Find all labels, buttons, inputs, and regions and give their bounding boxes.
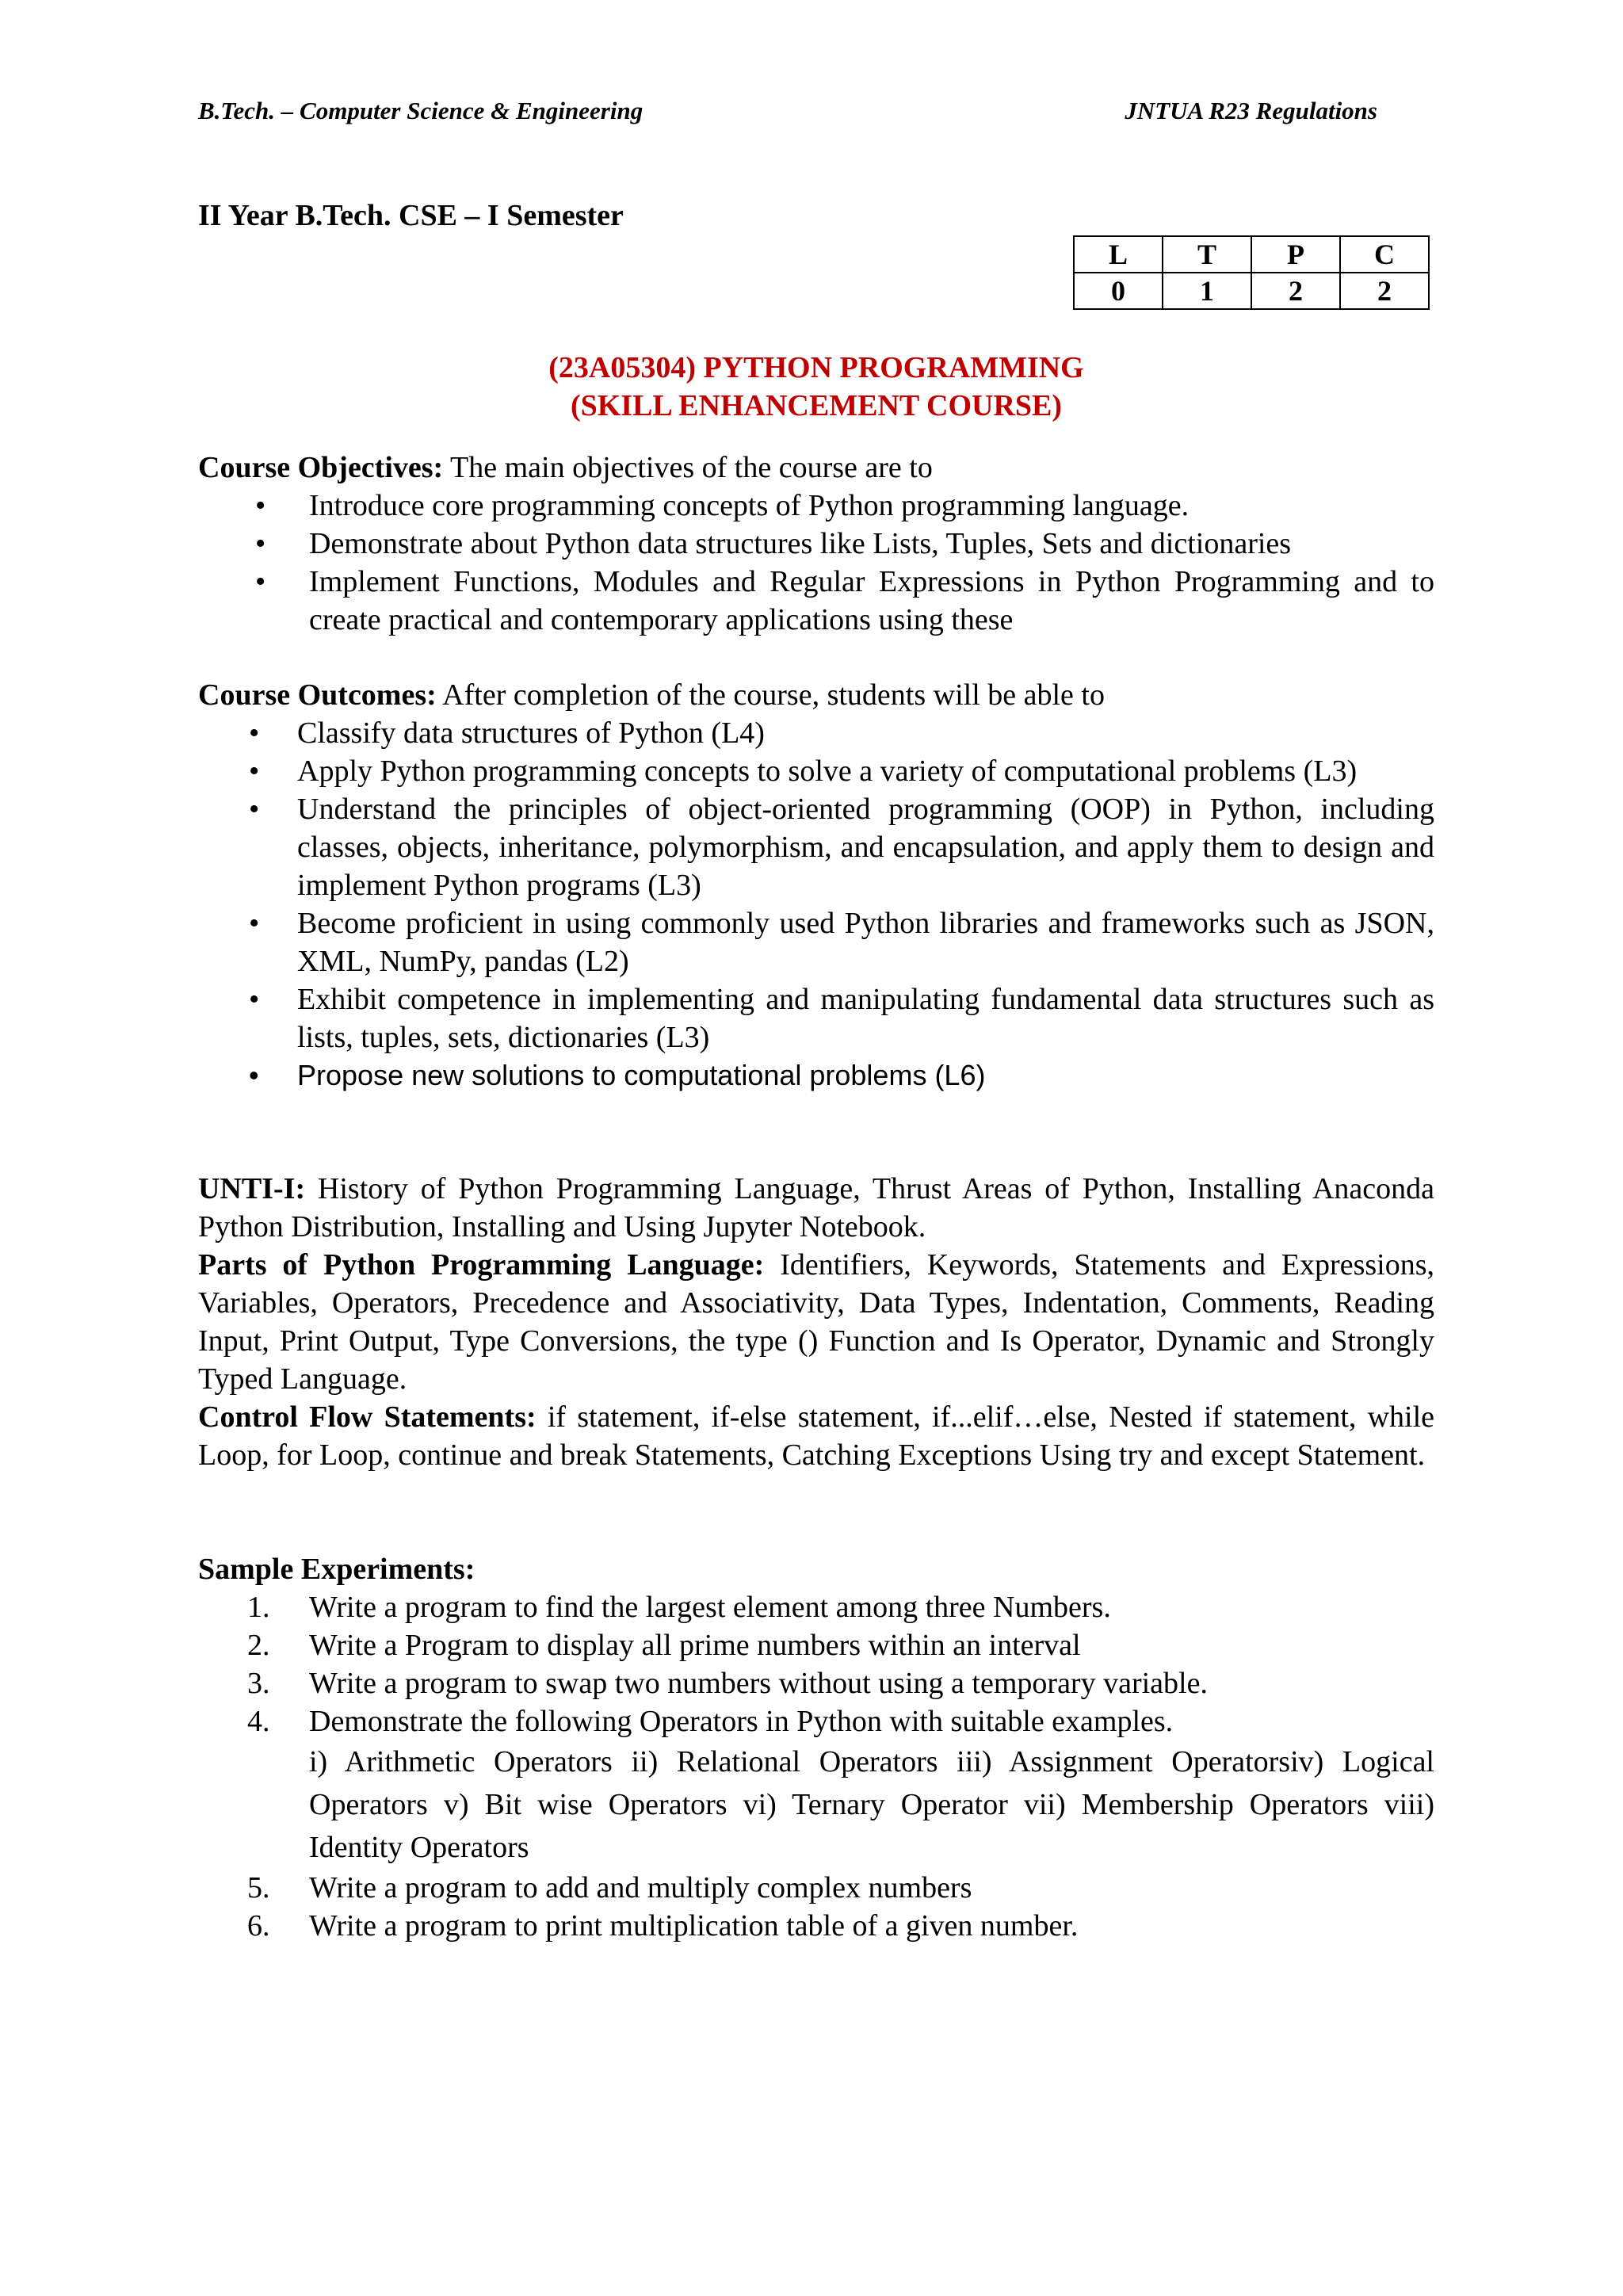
control-flow-label: Control Flow Statements: — [198, 1400, 537, 1434]
course-objectives — [198, 449, 1434, 639]
bullet-icon: • — [249, 1059, 259, 1091]
list-item — [198, 752, 1434, 790]
item-number: 4. — [247, 1705, 270, 1738]
bullet-icon: • — [255, 527, 266, 560]
bullet-icon: • — [249, 907, 260, 940]
unit-1-label: UNTI-I: — [198, 1172, 306, 1205]
parts-label: Parts of Python Programming Language: — [198, 1248, 765, 1282]
outcome-text: Exhibit competence in implementing and manipulating fundamental data structures such as lists, tuples, sets, dictionaries (L3) — [297, 983, 1434, 1054]
experiment-text: Demonstrate the following Operators in Python with suitable examples. — [309, 1705, 1174, 1738]
ltpc-table — [1073, 235, 1430, 310]
ltpc-header-p: P — [1251, 236, 1340, 273]
bullet-icon: • — [249, 716, 260, 750]
outcome-text: Classify data structures of Python (L4) — [297, 716, 765, 750]
objectives-list — [198, 487, 1434, 639]
experiments-label: Sample Experiments: — [198, 1553, 475, 1586]
year-semester-title: II Year B.Tech. CSE – I Semester — [198, 199, 624, 232]
unit-1-text: History of Python Programming Language, Thrust Areas of Python, Installing Anaconda Python Distribution, Installing and Using Jupyter Notebook. — [198, 1172, 1434, 1244]
unit-1-control-flow — [198, 1398, 1434, 1474]
list-item — [198, 1588, 1434, 1626]
ltpc-header-row — [1074, 236, 1429, 273]
objectives-heading — [198, 449, 1434, 487]
parts-text: Identifiers, Keywords, Statements and Expressions, Variables, Operators, Precedence and Associativity, Data Types, Indentation, Comments, Reading Input, Print Output, Type Conversions, the type () Function and Is Operator, Dynamic and Strongly Typed Language. — [198, 1248, 1435, 1396]
list-item — [198, 1626, 1434, 1664]
experiment-text: Write a program to print multiplication table of a given number. — [309, 1909, 1079, 1943]
operators-sublist: i) Arithmetic Operators ii) Relational Operators iii) Assignment Operatorsiv) Logical Operators v) Bit wise Operators vi) Ternary Operator vii) Membership Operators viii) Identity Operators — [309, 1745, 1434, 1864]
item-number: 5. — [247, 1871, 270, 1904]
outcome-text: Propose new solutions to computational problems (L6) — [297, 1059, 986, 1091]
experiment-text: Write a Program to display all prime numbers within an interval — [309, 1629, 1081, 1662]
bullet-icon: • — [249, 983, 260, 1016]
page-header — [198, 97, 1377, 125]
list-item — [198, 790, 1434, 904]
item-number: 1. — [247, 1591, 270, 1624]
bullet-icon: • — [249, 755, 260, 788]
list-item — [198, 1702, 1434, 1869]
list-item — [198, 1869, 1434, 1907]
course-title-line1: (23A05304) PYTHON PROGRAMMING — [548, 351, 1084, 384]
list-item — [198, 1907, 1434, 1945]
outcome-text: Understand the principles of object-oriented programming (OOP) in Python, including classes, objects, inheritance, polymorphism, and encapsulation, and apply them to design and implement Python programs (L3) — [297, 793, 1434, 902]
bullet-icon: • — [249, 793, 260, 826]
outcome-text: Apply Python programming concepts to solve a variety of computational problems (L3) — [297, 755, 1358, 788]
control-flow-text: if statement, if-else statement, if...elif…else, Nested if statement, while Loop, for Loop, continue and break Statements, Catching Exceptions Using try and except Statement. — [198, 1400, 1434, 1472]
header-program: B.Tech. – Computer Science & Engineering — [198, 97, 643, 124]
unit-1 — [198, 1170, 1434, 1474]
bullet-icon: • — [255, 489, 266, 522]
list-item — [198, 1664, 1434, 1702]
sample-experiments — [198, 1550, 1434, 1945]
header-regulations: JNTUA R23 Regulations — [1125, 97, 1377, 124]
unit-1-overview — [198, 1170, 1434, 1246]
list-item — [198, 980, 1434, 1056]
ltpc-value-t: 1 — [1163, 273, 1251, 309]
ltpc-header-l: L — [1074, 236, 1163, 273]
list-item — [198, 487, 1434, 525]
outcome-text: Become proficient in using commonly used Python libraries and frameworks such as JSON, XML, NumPy, pandas (L2) — [297, 907, 1434, 978]
objective-text: Introduce core programming concepts of Python programming language. — [309, 489, 1190, 522]
item-number: 6. — [247, 1909, 270, 1943]
list-item — [198, 904, 1434, 980]
ltpc-value-p: 2 — [1251, 273, 1340, 309]
experiment-text: Write a program to add and multiply complex numbers — [309, 1871, 972, 1904]
objective-text: Implement Functions, Modules and Regular Expressions in Python Programming and to create practical and contemporary applications using these — [309, 565, 1434, 636]
objectives-intro: The main objectives of the course are to — [443, 451, 933, 484]
unit-1-parts — [198, 1246, 1434, 1398]
ltpc-value-c: 2 — [1340, 273, 1429, 309]
list-item — [198, 563, 1434, 639]
ltpc-header-c: C — [1340, 236, 1429, 273]
outcomes-list — [198, 714, 1434, 1095]
course-outcomes — [198, 676, 1434, 1095]
experiments-list — [198, 1588, 1434, 1945]
outcomes-heading — [198, 676, 1434, 714]
objective-text: Demonstrate about Python data structures like Lists, Tuples, Sets and dictionaries — [309, 527, 1292, 560]
item-number: 3. — [247, 1667, 270, 1700]
outcomes-label: Course Outcomes: — [198, 678, 437, 712]
ltpc-value-row — [1074, 273, 1429, 309]
objectives-label: Course Objectives: — [198, 451, 444, 484]
course-title — [198, 349, 1434, 425]
bullet-icon: • — [255, 565, 266, 598]
experiment-text: Write a program to swap two numbers without using a temporary variable. — [309, 1667, 1208, 1700]
ltpc-value-l: 0 — [1074, 273, 1163, 309]
list-item — [198, 1056, 1434, 1095]
ltpc-header-t: T — [1163, 236, 1251, 273]
experiments-heading — [198, 1550, 1434, 1588]
list-item — [198, 714, 1434, 752]
list-item — [198, 525, 1434, 563]
outcomes-intro: After completion of the course, students will be able to — [436, 678, 1105, 712]
course-title-line2: (SKILL ENHANCEMENT COURSE) — [570, 389, 1063, 422]
item-number: 2. — [247, 1629, 270, 1662]
experiment-text: Write a program to find the largest element among three Numbers. — [309, 1591, 1111, 1624]
